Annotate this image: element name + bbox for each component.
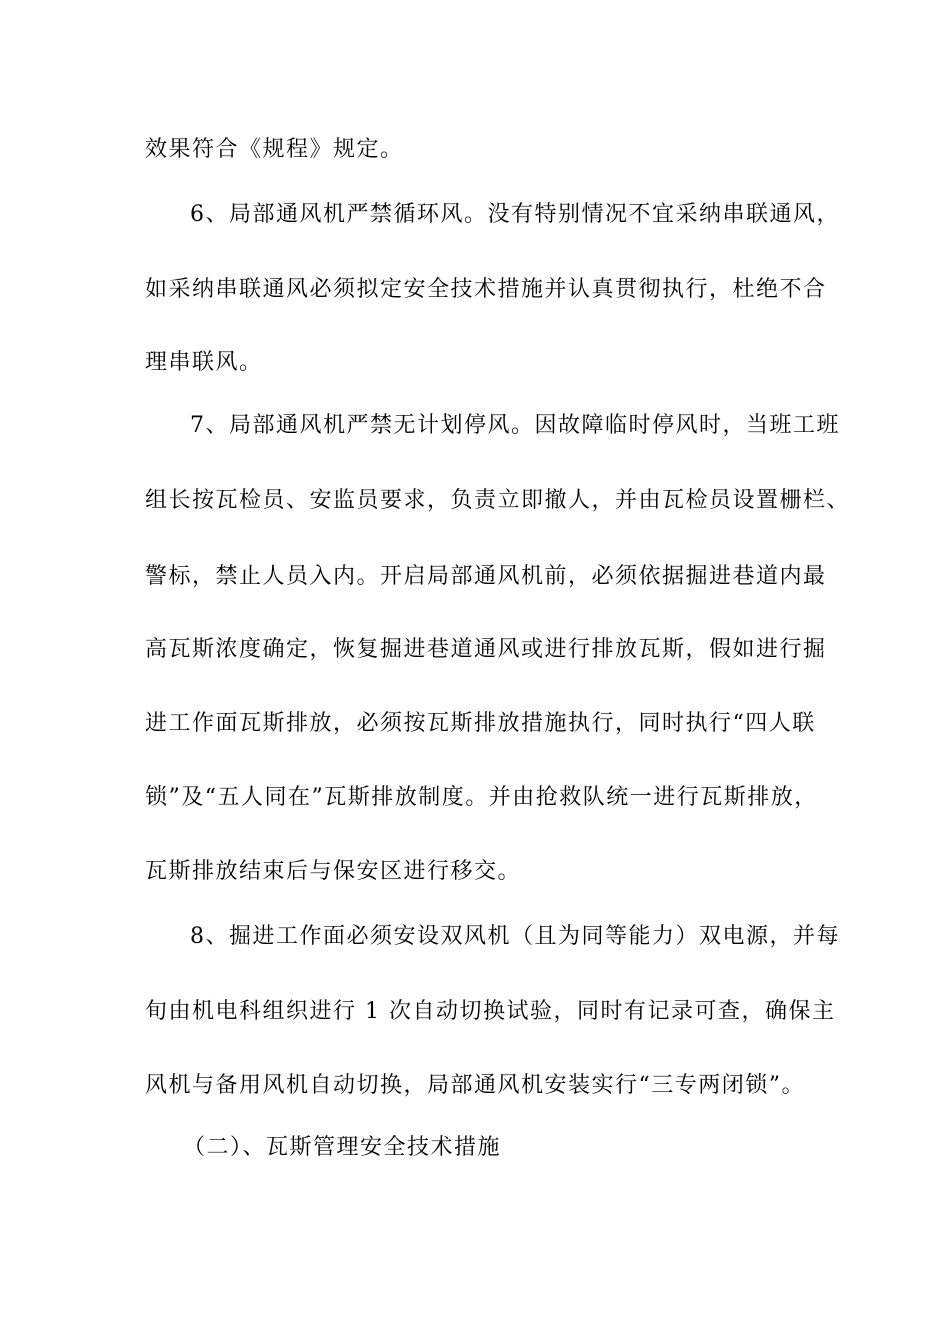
paragraph-line: 高瓦斯浓度确定，恢复掘进巷道通风或进行排放瓦斯，假如进行掘	[145, 637, 827, 662]
paragraph-line: 锁”及“五人同在”瓦斯排放制度。并由抢救队统一进行瓦斯排放，	[145, 785, 818, 810]
paragraph-line: 警标，禁止人员入内。开启局部通风机前，必须依据掘进巷道内最	[145, 564, 827, 589]
paragraph-line: 组长按瓦检员、安监员要求，负责立即撤人，并由瓦检员设置栅栏、	[145, 488, 851, 513]
section-heading: （二）、瓦斯管理安全技术措施	[183, 1135, 502, 1160]
paragraph-line: 如采纳串联通风必须拟定安全技术措施并认真贯彻执行，杜绝不合	[145, 277, 827, 302]
paragraph-line: 6、局部通风机严禁循环风。没有特别情况不宜采纳串联通风，	[190, 202, 840, 227]
paragraph-line: 理串联风。	[145, 350, 263, 375]
paragraph-line: 效果符合《规程》规定。	[145, 137, 404, 162]
paragraph-line: 瓦斯排放结束后与保安区进行移交。	[145, 859, 522, 884]
paragraph-line: 旬由机电科组织进行 1 次自动切换试验，同时有记录可查，确保主	[145, 999, 836, 1024]
paragraph-line: 风机与备用风机自动切换，局部通风机安装实行“三专两闭锁”。	[145, 1073, 805, 1098]
paragraph-line: 8、掘进工作面必须安设双风机（且为同等能力）双电源，并每	[190, 924, 840, 949]
paragraph-line: 进工作面瓦斯排放，必须按瓦斯排放措施执行，同时执行“四人联	[145, 711, 816, 736]
paragraph-line: 7、局部通风机严禁无计划停风。因故障临时停风时，当班工班	[190, 413, 840, 438]
